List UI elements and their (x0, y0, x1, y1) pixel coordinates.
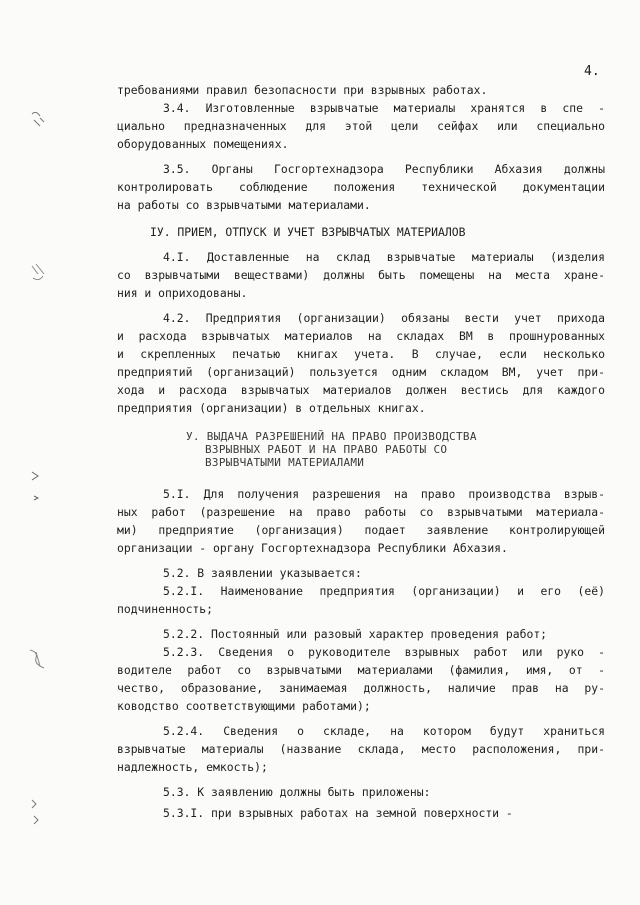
text-line: и скрепленных печатью книгах учета. В случае, если несколько (117, 347, 605, 361)
text-line: 3.4. Изготовленные взрывчатые материалы хранятся в спе - (163, 101, 605, 115)
text-line: ных работ (разрешение на право работы со взрывчатыми материала- (117, 505, 605, 519)
text-line: требованиями правил безопасности при взрывных работах. (117, 83, 488, 97)
text-line: циально предназначенных для этой цели сейфах или специально (117, 119, 605, 133)
text-line: 5.2.4. Сведения о складе, на котором будут храниться (163, 724, 605, 738)
margin-mark-icon (26, 466, 46, 506)
text-line: 5.2. В заявлении указывается: (163, 566, 362, 580)
text-line: ководство соответствующими работами); (117, 699, 371, 713)
text-line: ния и оприходованы. (117, 286, 248, 300)
section-heading: ВЗРЫВНЫХ РАБОТ И НА ПРАВО РАБОТЫ СО (205, 443, 448, 456)
section-heading: IУ. ПРИЕМ, ОТПУСК И УЧЕТ ВЗРЫВЧАТЫХ МАТЕРИАЛОВ (150, 225, 466, 239)
text-line: 5.I. Для получения разрешения на право производства взрыв- (163, 487, 605, 501)
text-line: оборудованных помещениях. (117, 137, 289, 151)
text-line: ми) предприятие (организация) подает заявление контролирующей (117, 523, 605, 537)
text-line: 5.3. К заявлению должны быть приложены: (163, 785, 431, 799)
text-line: 4.I. Доставленные на склад взрывчатые материалы (изделия (163, 250, 605, 264)
margin-mark-icon (26, 646, 48, 672)
text-line: 4.2. Предприятия (организации) обязаны вести учет прихода (163, 311, 605, 325)
text-line: на работы со взрывчатыми материалами. (117, 198, 371, 212)
text-line: надлежность, емкость); (117, 760, 268, 774)
text-line: предприятий (организаций) пользуется одним складом ВМ, учет при- (117, 365, 605, 379)
margin-mark-icon (26, 796, 46, 830)
section-heading: У. ВЫДАЧА РАЗРЕШЕНИЙ НА ПРАВО ПРОИЗВОДСТВА (186, 430, 477, 443)
text-line: 5.2.2. Постоянный или разовый характер проведения работ; (163, 627, 548, 641)
text-line: 3.5. Органы Госгортехнадзора Республики Абхазия должны (163, 162, 605, 176)
text-line: 5.2.I. Наименование предприятия (организации) и его (её) (163, 584, 605, 598)
text-line: предприятия (организации) в отдельных книгах. (117, 401, 426, 415)
text-line: хода и расхода взрывчатых материалов должен вестись для каждого (117, 383, 605, 397)
margin-mark-icon (28, 108, 48, 130)
text-line: и расхода взрывчатых материалов на складах ВМ в прошнурованных (117, 329, 605, 343)
text-line: 5.3.I. при взрывных работах на земной поверхности - (163, 806, 513, 820)
section-heading: ВЗРЫВЧАТЫМИ МАТЕРИАЛАМИ (205, 456, 365, 469)
text-line: подчиненность; (117, 602, 214, 616)
page-number: 4. (584, 64, 600, 79)
text-line: взрывчатые материалы (название склада, место расположения, при- (117, 742, 605, 756)
text-line: контролировать соблюдение положения технической документации (117, 180, 605, 194)
text-line: 5.2.3. Сведения о руководителе взрывных работ или руко - (163, 645, 605, 659)
text-line: организации - органу Госгортехнадзора Республики Абхазия. (117, 541, 508, 555)
text-line: водителе работ со взрывчатыми материалами (фамилия, имя, от - (117, 663, 605, 677)
text-line: чество, образование, занимаемая должность, наличие прав на ру- (117, 681, 605, 695)
margin-mark-icon (28, 262, 48, 284)
text-line: со взрывчатыми веществами) должны быть помещены на места хране- (117, 268, 605, 282)
